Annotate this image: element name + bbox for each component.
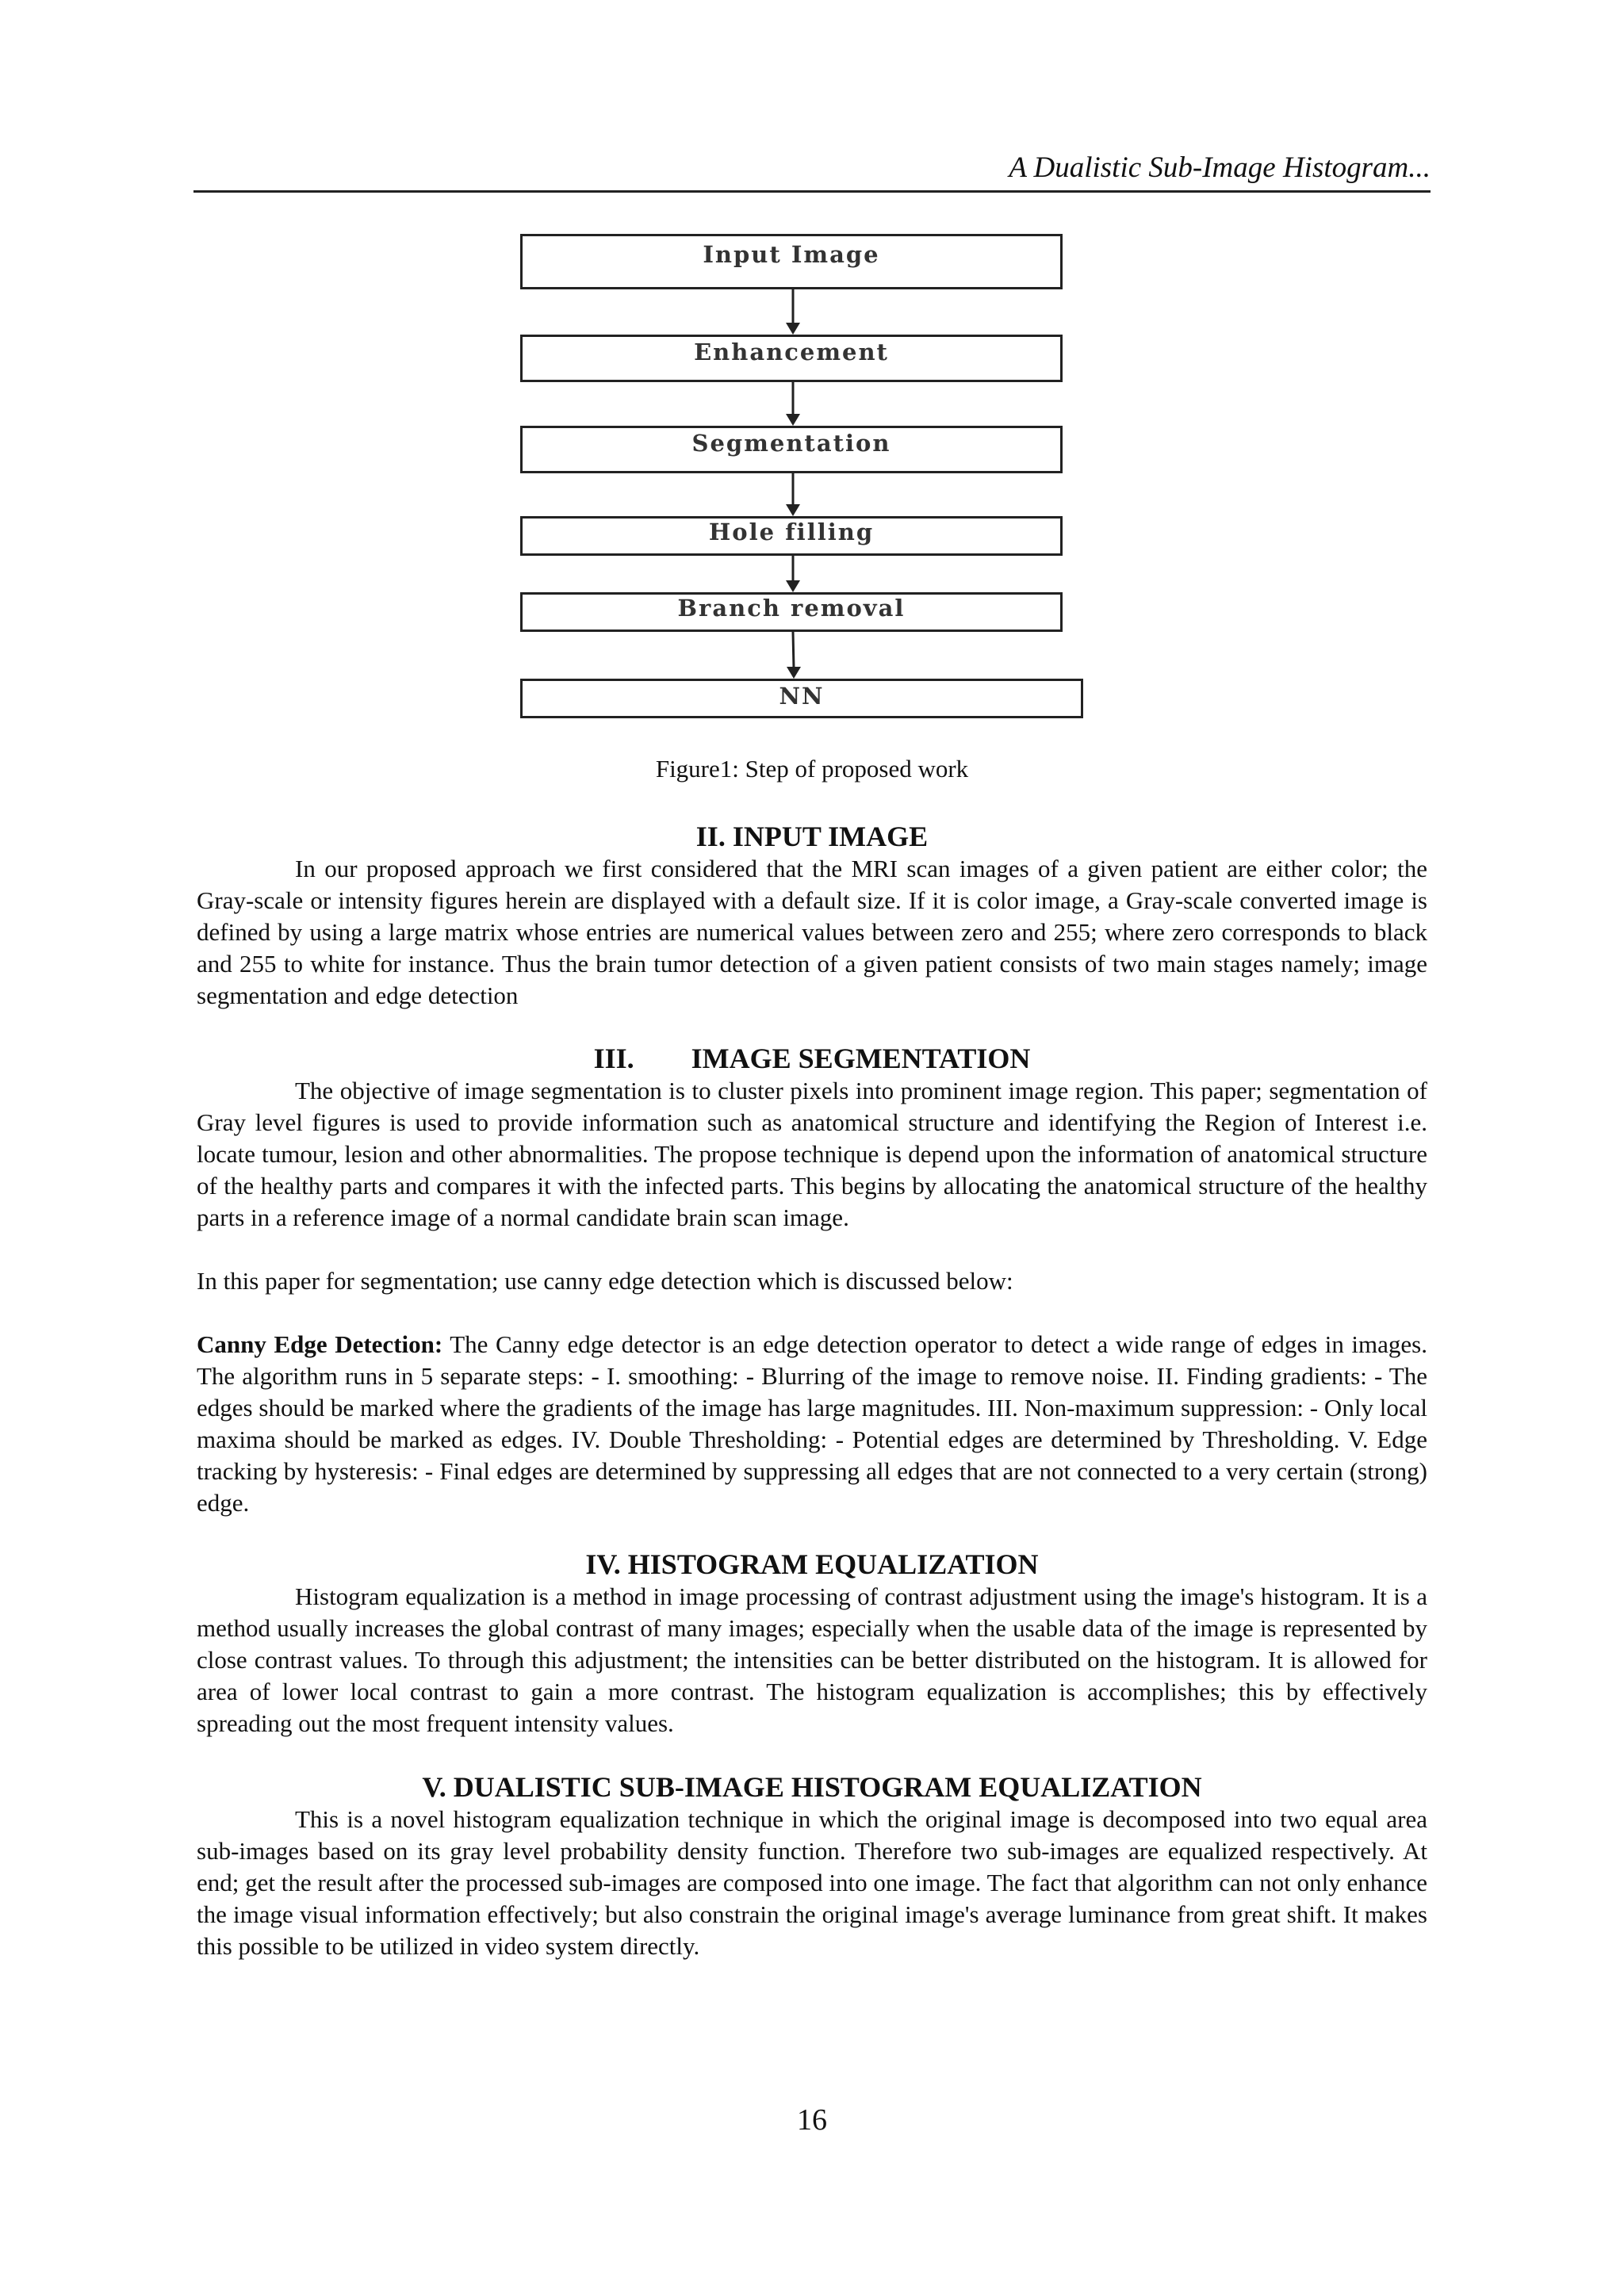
flowchart-step-branch-removal <box>520 592 1063 632</box>
arrow-down-icon <box>781 556 805 593</box>
paragraph-dsihe: This is a novel histogram equalization technique in which the original image is decomposed into two equal area sub-images based on its gray level probability density function. Therefore two sub-images are equalized respectively. At end; get the result after the processed sub-images are composed into one image. The fact that algorithm can not only enhance the image visual information effectively; but also constrain the original image's average luminance from great shift. It makes this possible to be utilized in video system directly. <box>197 1805 1427 1960</box>
paragraph-input-image: In our proposed approach we first considered that the MRI scan images of a given patient are either color; the Gray-scale or intensity figures herein are displayed with a default size. If it is color image, a Gray-scale converted image is defined by using a large matrix whose entries are numerical values between zero and 255; where zero corresponds to black and 255 to white for instance. Thus the brain tumor detection of a given patient consists of two main stages namely; image segmentation and edge detection <box>197 855 1427 1009</box>
flowchart-step-enhancement <box>520 335 1063 382</box>
paragraph-histogram-equalization: Histogram equalization is a method in image processing of contrast adjustment using the image's histogram. It is a method usually increases the global contrast of many images; especially when the usable data of the image is represented by close contrast values. To through this adjustment; the intensities can be better distributed on the histogram. It is allowed for area of lower local contrast to gain a more contrast. The histogram equalization is accomplishes; this by effectively spreading out the most frequent intensity values. <box>197 1582 1427 1737</box>
canny-text: The Canny edge detector is an edge detection operator to detect a wide range of edges in images. The algorithm runs in 5 separate steps: - I. smoothing: - Blurring of the image to remove noise. II. Finding gradients: - The edges should be marked where the gradients of the image has large magnitudes. III. Non-maximum suppression: - Only local maxima should be marked as edges. IV. Double Thresholding: - Potential edges are determined by Thresholding. V. Edge tracking by hysteresis: - Final edges are determined by suppressing all edges that are not connected to a very certain (strong) edge. <box>197 1330 1427 1517</box>
section-heading-input-image: II. INPUT IMAGE <box>695 821 929 852</box>
section-heading-dsihe: V. DUALISTIC SUB-IMAGE HISTOGRAM EQUALIZATION <box>422 1771 1202 1803</box>
paragraph-image-segmentation: The objective of image segmentation is to cluster pixels into prominent image region. This paper; segmentation of Gray level figures is used to provide information such as anatomical structure and identifying the Region of Interest i.e. locate tumour, lesion and other abnormalities. The propose technique is depend upon the information of anatomical structure of the healthy parts and compares it with the infected parts. This begins by allocating the anatomical structure of the healthy parts in a reference image of a normal candidate brain scan image. <box>197 1077 1427 1231</box>
canny-label: Canny Edge Detection: <box>197 1330 443 1358</box>
figure-caption: Figure1: Step of proposed work <box>655 755 969 783</box>
flowchart-step-label: Hole filling <box>708 519 875 545</box>
flowchart-step-label: Branch removal <box>677 595 906 622</box>
flowchart-step-hole-filling <box>520 516 1063 556</box>
arrow-down-icon <box>781 382 805 427</box>
flowchart-step-nn <box>520 679 1083 718</box>
flowchart-step-label: Input Image <box>703 241 880 268</box>
paragraph-canny-edge-detection <box>197 1329 1427 1519</box>
running-head: A Dualistic Sub-Image Histogram... <box>1009 151 1431 184</box>
flowchart-step-label: Segmentation <box>691 430 891 457</box>
arrow-down-icon <box>781 632 805 679</box>
section-heading-image-segmentation: III. IMAGE SEGMENTATION <box>593 1043 1031 1074</box>
arrow-down-icon <box>781 289 805 335</box>
flowchart-step-label: Enhancement <box>694 339 889 365</box>
paragraph-segmentation-method: In this paper for segmentation; use canny edge detection which is discussed below: <box>197 1267 1013 1295</box>
header-rule <box>193 190 1431 193</box>
flowchart-step-segmentation <box>520 426 1063 473</box>
flowchart-step-label: NN <box>779 683 825 710</box>
section-heading-histogram-equalization: IV. HISTOGRAM EQUALIZATION <box>585 1548 1039 1580</box>
page-number: 16 <box>797 2103 827 2137</box>
flowchart-step-input-image <box>520 234 1063 289</box>
arrow-down-icon <box>781 473 805 517</box>
